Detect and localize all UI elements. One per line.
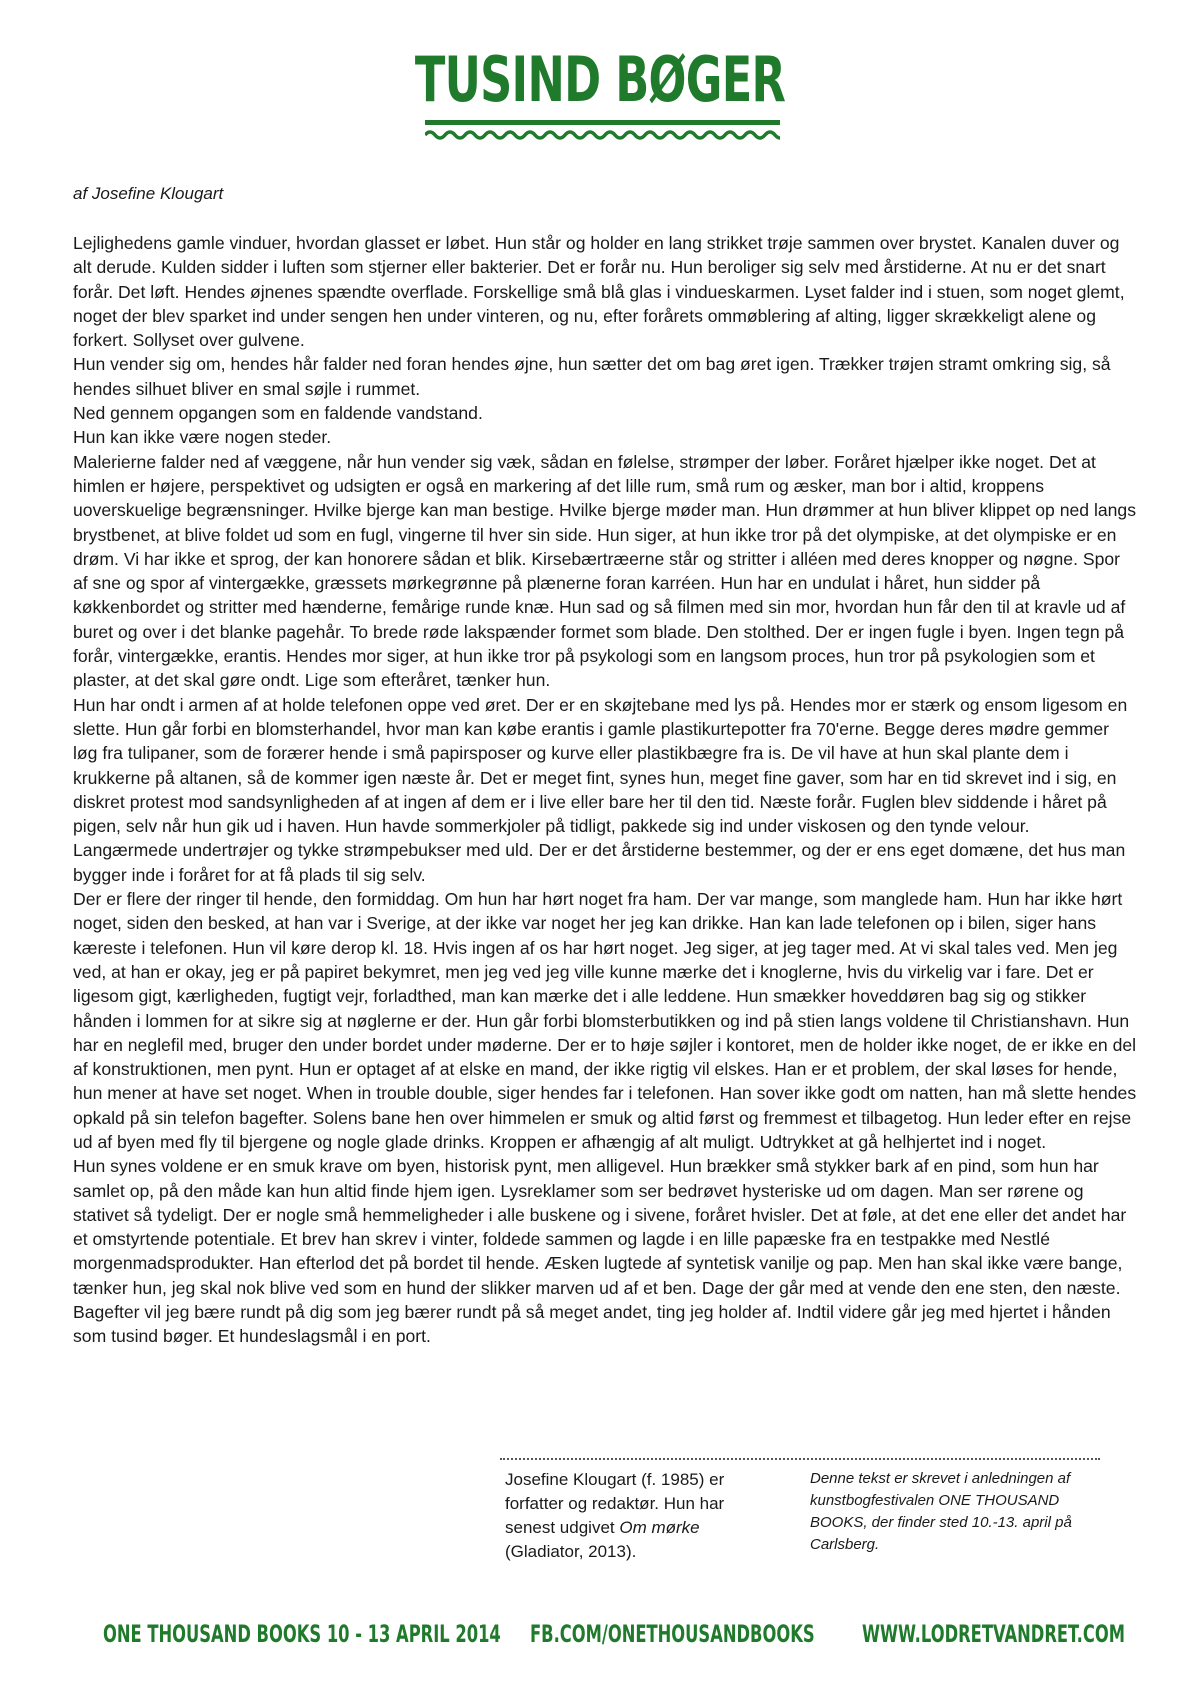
author-bio [505,1468,773,1564]
wave-divider [425,120,780,144]
bio-book-title: Om mørke [619,1518,700,1537]
festival-note: Denne tekst er skrevet i anledningen af kunstbogfestivalen ONE THOUSAND BOOKS, der finder sted 10.-13. april på Carlsberg. [810,1470,1072,1553]
footer-event: ONE THOUSAND BOOKS 10 - 13 APRIL 2014 [103,1620,501,1648]
paragraph: Malerierne falder ned af væggene, når hun vender sig væk, sådan en følelse, strømper der løber. Foråret hjælper ikke noget. Det at himlen er højere, perspektivet og udsigten er også en markering af det lille rum, små rum og æsker, man bor i altid, kroppens uoverskuelige begrænsninger. Hvilke bjerge kan man bestige. Hvilke bjerge møder man. Hun drømmer at hun bliver klippet op ned langs brystbenet, at blive foldet ud som en fugl, vingerne til hver sin side. Hun siger, at hun ikke tror på det olympiske, at det olympiske er en drøm. Vi har ikke et sprog, der kan honorere sådan et blik. Kirsebærtræerne står og stritter i alléen med deres knopper og nøgne. Spor af sne og spor af vintergække, græssets mørkegrønne på plænerne foran karréen. Hun har en undulat i håret, hun sidder på køkkenbordet og stritter med hænderne, femårige runde knæ. Hun sad og så filmen med sin mor, hvordan hun får den til at kravle ud af buret og over i det blanke pagehår. To brede røde lakspænder formet som blade. Den stolthed. Der er ingen fugle i byen. Ingen tegn på forår, vintergække, erantis. Hendes mor siger, at hun ikke tror på psykologi som en langsom proces, hun tror på psykologien som et plaster, at det skal gøre ondt. Lige som efteråret, tænker hun. [73,451,1137,691]
paragraph: Lejlighedens gamle vinduer, hvordan glasset er løbet. Hun står og holder en lang strikket trøje sammen over brystet. Kanalen duver og alt derude. Kulden sidder i luften som stjerner eller bakterier. Det er forår nu. Hun beroliger sig selv med årstiderne. At nu er det snart forår. Det løft. Hendes øjnenes spændte overflade. Forskellige små blå glas i vindueskarmen. Lyset falder ind i stuen, som noget glemt, noget der blev sparket ind under sengen hen under vinteren, og nu, efter forårets ommøblering af alting, ligger skrækkeligt alene og forkert. Sollyset over gulvene. [73,233,1125,351]
bio-publisher: (Gladiator, 2013). [505,1542,637,1561]
paragraph: Hun synes voldene er en smuk krave om byen, historisk pynt, men alligevel. Hun brækker små stykker bark af en pind, som hun har samlet op, på den måde kan hun altid finde hjem igen. Lysreklamer som ser bedrøvet hysteriske ud om dagen. Man ser rørene og stativet så tydeligt. Der er nogle små hemmeligheder i alle buskene og i sivene, foråret hvisler. Det at føle, at det ene eller det andet har et omstyrtende potentiale. Et brev han skrev i vinter, foldede sammen og lagde i en lille papæske fra en testpakke med Nestlé morgenmadsprodukter. Han efterlod det på bordet til hende. Æsken lugtede af syntetisk vanilje og pap. Men han skal ikke være bange, tænker hun, jeg skal nok blive ved som en hund der slikker marven ud af et ben. Dage der går med at vende den ene sten, den næste. Bagefter vil jeg bære rundt på dig som jeg bærer rundt på så meget andet, ting jeg holder af. Indtil videre går jeg med hjertet i hånden som tusind bøger. Et hundeslagsmål i en port. [73,1156,1127,1347]
footer-website-link[interactable]: WWW.LODRETVANDRET.COM [862,1620,1125,1648]
article-body [73,231,1138,1349]
paragraph: Der er flere der ringer til hende, den formiddag. Om hun har hørt noget fra ham. Der var mange, som manglede ham. Hun har ikke hørt noget, siden den besked, at han var i Sverige, at der ikke var noget her jeg kan drikke. Han kan lade telefonen op i bilen, siger hans kæreste i telefonen. Hun vil køre derop kl. 18. Hvis ingen af os har hørt noget. Jeg siger, at jeg tager med. At vi skal tales ved. Men jeg ved, at han er okay, jeg er på papiret bekymret, men jeg ved jeg ville kunne mærke det i knoglerne, hvis du virkelig var i fare. Det er ligesom gigt, kærligheden, fugtigt vejr, forladthed, man kan mærke det i alle leddene. Hun smækker hoveddøren bag sig og stikker hånden i lommen for at sikre sig at nøglerne er der. Hun går forbi blomsterbutikken og ind på stien langs voldene til Christianshavn. Hun har en neglefil med, bruger den under bordet under møderne. Der er to høje søjler i kontoret, men de holder ikke noget, de er ikke en del af konstruktionen, men pynt. Hun er optaget af at elske en mand, der ikke rigtig vil elskes. Han er et problem, der skal løses for hende, hun mener at have set noget. When in trouble double, siger hendes far i telefonen. Han sover ikke godt om natten, han må slette hendes opkald på sin telefon bagefter. Solens bane hen over himmelen er smuk og altid først og fremmest et tilbagetog. Hun leder efter en rejse ud af byen med fly til bjergene og nogle glade drinks. Kroppen er afhængig af alt muligt. Udtrykket at gå helhjertet ind i noget. [73,889,1137,1152]
paragraph: Hun har ondt i armen af at holde telefonen oppe ved øret. Der er en skøjtebane med lys på. Hendes mor er stærk og ensom ligesom en slette. Hun går forbi en blomsterhandel, hvor man kan købe erantis i gamle plastikurtepotter fra 70'erne. Begge deres mødre gemmer løg fra tulipaner, som de forærer hende i små papirsposer og kurve eller plastikbægre fra is. De vil have at hun skal plante dem i krukkerne på altanen, så de kommer igen næste år. Det er meget fint, synes hun, meget fine gaver, som har en tid skrevet ind i sig, en diskret protest mod sandsynligheden af at ingen af dem er i live eller bare her til den tid. Næste forår. Fuglen blev siddende i håret på pigen, selv når hun gik ud i haven. Hun havde sommerkjoler på tidligt, pakkede sig ind under viskosen og den tynde velour. Langærmede undertrøjer og tykke strømpebukser med uld. Der er det årstiderne bestemmer, og der er ens eget domæne, det hus man bygger inde i foråret for at få plads til sig selv. [73,694,1128,885]
page-title: TUSIND BØGER [414,43,786,116]
footer-facebook-link[interactable]: FB.COM/ONETHOUSANDBOOKS [530,1620,815,1648]
bio-text: Josefine Klougart (f. 1985) er forfatter og redaktør. Hun har senest udgivet [505,1470,725,1537]
dotted-divider [500,1458,1100,1460]
paragraph: Hun vender sig om, hendes hår falder ned foran hendes øjne, hun sætter det om bag øret igen. Trækker trøjen stramt omkring sig, så hendes silhuet bliver en smal søjle i rummet. [73,354,1111,399]
paragraph: Ned gennem opgangen som en faldende vandstand. [73,403,483,424]
paragraph: Hun kan ikke være nogen steder. [73,427,332,448]
author-line: af Josefine Klougart [73,184,224,203]
